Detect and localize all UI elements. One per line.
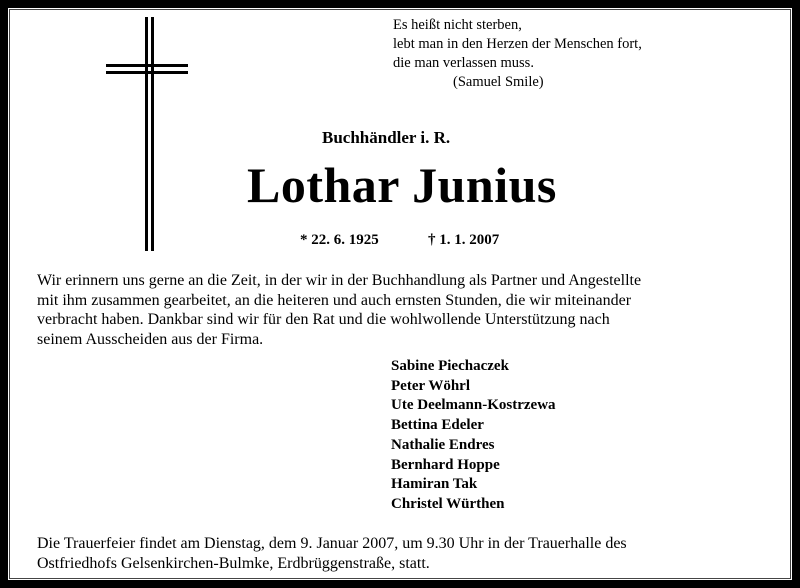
- message-line: Wir erinnern uns gerne an die Zeit, in der wir in der Buchhandlung als Partner und Angestellte: [37, 272, 642, 289]
- cross-icon: [106, 17, 192, 251]
- signer-name: Hamiran Tak: [391, 476, 478, 493]
- signer-name: Ute Deelmann-Kostrzewa: [391, 397, 556, 414]
- message-line: verbracht haben. Dankbar sind wir für den Rat und die wohlwollende Unterstützung nach: [37, 311, 610, 328]
- quote-author: (Samuel Smile): [453, 74, 544, 90]
- signer-name: Bettina Edeler: [391, 417, 484, 434]
- memorial-quote: [393, 16, 642, 92]
- signer-name: Bernhard Hoppe: [391, 456, 500, 473]
- signer-name: Sabine Piechaczek: [391, 358, 509, 374]
- funeral-details: [37, 534, 627, 574]
- remembrance-message: [37, 271, 777, 349]
- signer-name: Christel Würthen: [391, 495, 505, 512]
- message-line: mit ihm zusammen gearbeitet, an die heiteren und auch ernsten Stunden, die wir miteinander: [37, 291, 632, 309]
- funeral-line: Ostfriedhofs Gelsenkirchen-Bulmke, Erdbrüggenstraße, statt.: [37, 555, 430, 572]
- deceased-name: Lothar Junius: [247, 157, 557, 213]
- quote-line: die man verlassen muss.: [393, 55, 534, 71]
- funeral-line: Die Trauerfeier findet am Dienstag, dem 9. Januar 2007, um 9.30 Uhr in der Trauerhalle des: [37, 535, 627, 552]
- signer-name: Peter Wöhrl: [391, 377, 471, 394]
- quote-line: lebt man in den Herzen der Menschen fort,: [393, 36, 642, 52]
- signer-name: Nathalie Endres: [391, 436, 495, 453]
- message-line: seinem Ausscheiden aus der Firma.: [37, 330, 264, 348]
- quote-line: Es heißt nicht sterben,: [393, 17, 522, 33]
- death-date: † 1. 1. 2007: [428, 232, 500, 248]
- deceased-profession: Buchhändler i. R.: [322, 128, 451, 147]
- signers-list: [391, 357, 556, 515]
- birth-date: * 22. 6. 1925: [300, 232, 379, 248]
